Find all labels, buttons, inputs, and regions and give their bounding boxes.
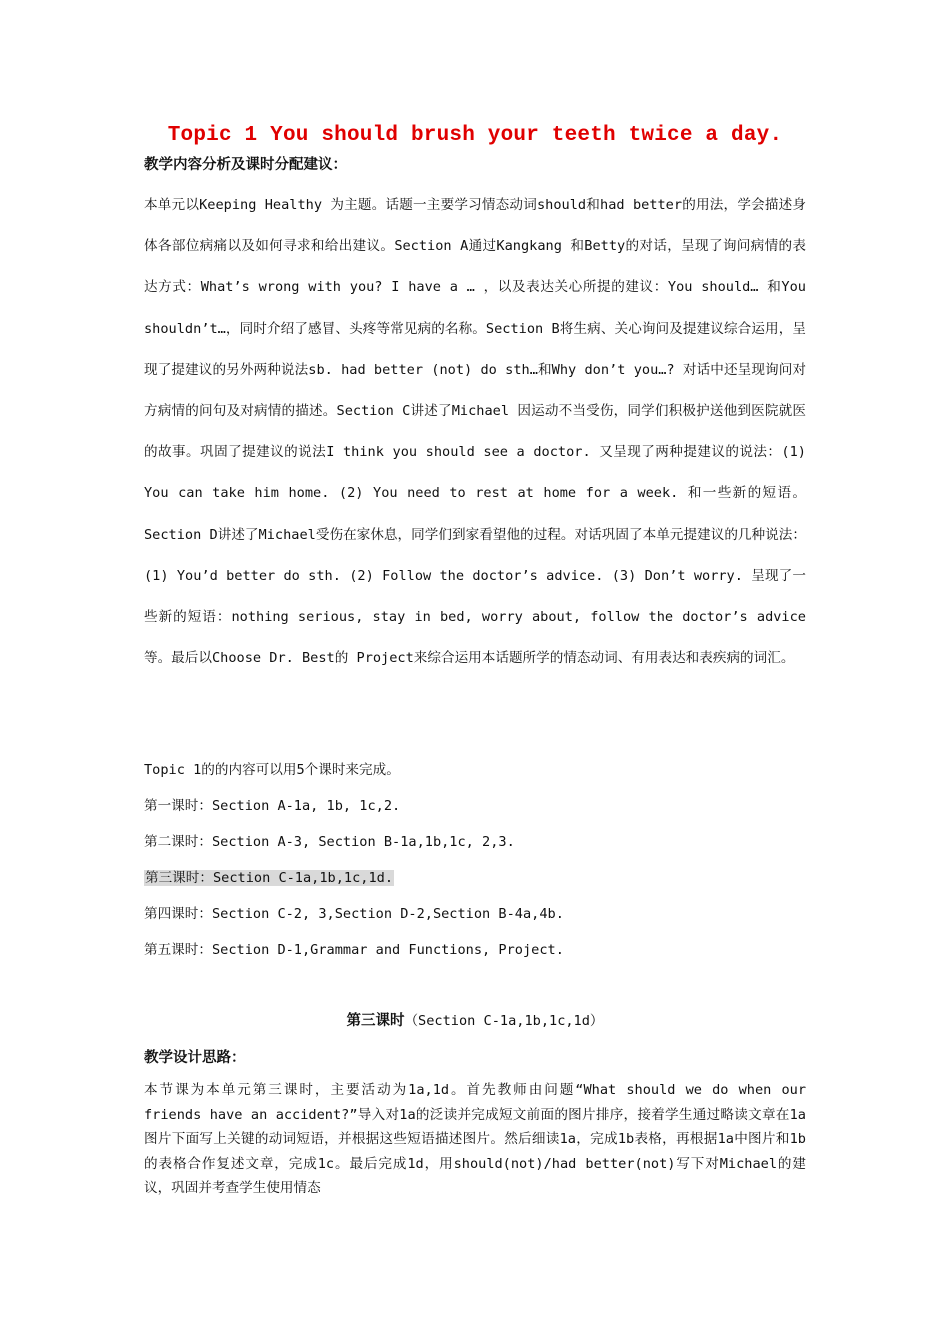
section-heading-analysis: 教学内容分析及课时分配建议： xyxy=(144,157,347,173)
highlighted-lesson-text: 第三课时：Section C-1a,1b,1c,1d. xyxy=(145,870,394,886)
lesson-subtitle-bold: 第三课时 xyxy=(346,1013,405,1029)
lessons-intro: Topic 1的的内容可以用5个课时来完成。 xyxy=(144,762,400,778)
lesson-item-4: 第四课时：Section C-2, 3,Section D-2,Section B-4a,4b. xyxy=(144,906,564,922)
lesson-subtitle xyxy=(0,1009,950,1030)
lesson-subtitle-sections: （Section C-1a,1b,1c,1d） xyxy=(404,1013,604,1029)
lesson-item-5: 第五课时：Section D-1,Grammar and Functions, Project. xyxy=(144,942,564,958)
section-heading-design: 教学设计思路： xyxy=(144,1050,246,1066)
design-paragraph: 本节课为本单元第三课时，主要活动为1a,1d。首先教师由问题“What should we do when our friends have an accident?”导入对1a的泛读并完成短文前面的图片排序，接着学生通过略读文章在1a图片下面写上关键的动词短语，并根据这些短语描述图片。然后细读1a，完成1b表格，再根据1a中图片和1b的表格合作复述文章，完成1c。最后完成1d，用should(not)/had better(not)写下对Michael的建议，巩固并考查学生使用情态 xyxy=(144,1082,806,1196)
lesson-item-3 xyxy=(144,868,394,888)
lesson-item-1: 第一课时：Section A-1a, 1b, 1c,2. xyxy=(144,798,401,814)
lesson-item-2: 第二课时：Section A-3, Section B-1a,1b,1c, 2,3. xyxy=(144,834,515,850)
document-title: Topic 1 You should brush your teeth twice a day. xyxy=(167,124,783,147)
intro-paragraph: 本单元以Keeping Healthy 为主题。话题一主要学习情态动词should和had better的用法，学会描述身体各部位病痛以及如何寻求和给出建议。Section A通过Kangkang 和Betty的对话，呈现了询问病情的表达方式：What’s wrong with you? I have a … ，以及表达关心所提的建议：You should… 和You shouldn’t…，同时介绍了感冒、头疼等常见病的名称。Section B将生病、关心询问及提建议综合运用，呈现了提建议的另外两种说法sb. had better (not) do sth…和Why don’t you…? 对话中还呈现询问对方病情的问句及对病情的描述。Section C讲述了Michael 因运动不当受伤，同学们积极护送他到医院就医的故事。巩固了提建议的说法I think you should see a doctor. 又呈现了两种提建议的说法：(1) You can take him home. (2) You need to rest at home for a week. 和一些新的短语。Section D讲述了Michael受伤在家休息，同学们到家看望他的过程。对话巩固了本单元提建议的几种说法：(1) You’d better do sth. (2) Follow the doctor’s advice. (3) Don’t worry. 呈现了一些新的短语：nothing serious, stay in bed, worry about, follow the doctor’s advice等。最后以Choose Dr. Best的 Project来综合运用本话题所学的情态动词、有用表达和表疾病的词汇。 xyxy=(144,197,806,667)
